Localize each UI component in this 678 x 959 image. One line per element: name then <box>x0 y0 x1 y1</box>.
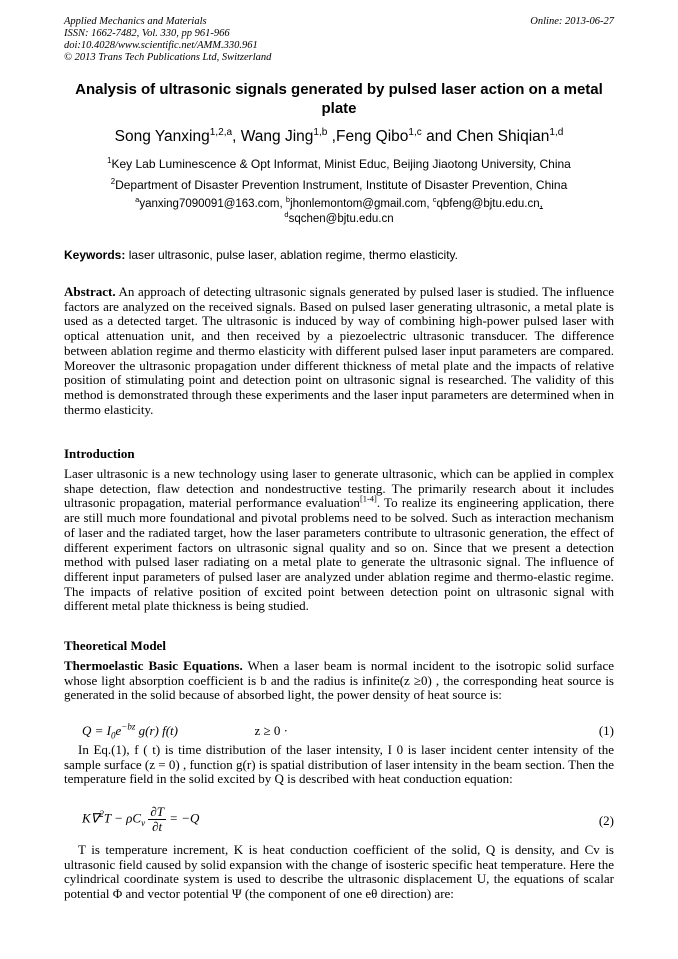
abstract <box>64 285 614 417</box>
author-sep: , <box>232 128 241 145</box>
journal-name: Applied Mechanics and Materials <box>64 16 207 27</box>
abstract-label: Abstract. <box>64 284 116 299</box>
email-c[interactable]: qbfeng@bjtu.edu.cn <box>436 198 540 210</box>
affiliation-sup: 2 <box>110 177 116 186</box>
keywords-text: laser ultrasonic, pulse laser, ablation regime, thermo elasticity. <box>128 248 458 262</box>
intro-text-a: Laser ultrasonic is a new technology using laser to generate ultrasonic, which can be applied in complex shape detection, flaw detection and nondestructive testing. The primarily research about it includes ultrasonic propagation, material performance evaluation <box>64 466 614 511</box>
keywords-label: Keywords: <box>64 248 126 262</box>
affiliation-1 <box>60 157 618 171</box>
email-block: $^a$yanxing7090091@163.com, $^b$jhonlemontom@gmail.com, $^c$qbfeng@bjtu.edu.cn, $^d$sqchen@bjtu.edu.cn <box>135 195 543 225</box>
author-list <box>60 128 618 146</box>
author-sep: , <box>327 128 336 145</box>
running-header <box>64 16 271 64</box>
author-sep: and <box>421 128 457 145</box>
theory-paragraph-1 <box>64 659 614 703</box>
theory-heading: Theoretical Model <box>64 638 166 653</box>
affiliation-text: Department of Disaster Prevention Instrument, Institute of Disaster Prevention, China <box>115 178 568 192</box>
intro-text-b: . To realize its engineering application, there are still much more foundational and pivotal problems need to be solved. Such as interaction mechanism of laser and the radiated target, how the laser parameters contribute to ultrasonic generation, the effect of different experiment factors on ultrasonic signal quality and so on. Since that we present a detection method with pulsed laser radiating on a metal plate to generate the ultrasonic signal. The influence of different input parameters of pulsed laser are analyzed under ablation regime and thermo-elastic regime. The impacts of relative position of excited point between detection point on ultrasonic signal with different metal plate thickness is being studied. <box>64 495 614 614</box>
author-name: Chen Shiqian <box>456 128 550 145</box>
author-name: Feng Qibo <box>336 128 409 145</box>
email-b[interactable]: jhonlemontom@gmail.com <box>290 198 427 210</box>
abstract-text: An approach of detecting ultrasonic signals generated by pulsed laser is studied. The influence factors are analyzed on the received signals. Based on pulsed laser generating ultrasonic, a metal plate is used as a detected target. The ultrasonic is induced by way of combining high-power pulsed laser with optical attenuation unit, and then received by a piezoelectric ultrasonic transducer. The difference between ablation regime and thermo elasticity with different pulsed laser input parameters are compared. Moreover the ultrasonic propagation under different thickness of metal plate and the impacts of relative position of stimulating point and detection point on ultrasonic signal is researched. The validity of this method is demonstrated through these experiments and the laser input parameters are determined when in thermo elasticity. <box>64 284 614 417</box>
issn-line: ISSN: 1662-7482, Vol. 330, pp 961-966 <box>64 28 230 39</box>
theory-subheading: Thermoelastic Basic Equations. <box>64 658 243 673</box>
intro-citation: [1-4] <box>359 494 377 505</box>
theory-p1-text: When a laser beam is normal incident to the isotropic solid surface whose light absorption coefficient is b and the radius is infinite(z ≥0) , the corresponding heat source is generated in the solid because of absorbed light, the power density of heat source is: <box>64 658 614 703</box>
author-sup: 1,c <box>408 126 422 138</box>
author-name: Wang Jing <box>240 128 314 145</box>
introduction-paragraph <box>64 467 614 614</box>
email-d[interactable]: sqchen@bjtu.edu.cn <box>288 213 394 225</box>
affiliation-2 <box>60 178 618 192</box>
introduction-heading: Introduction <box>64 446 135 461</box>
theory-paragraph-3: T is temperature increment, K is heat conduction coefficient of the solid, Q is density, and Cv is ultrasonic field caused by solid expansion with the change of isosteric specific heat temperature. Here the cylindrical coordinate system is used to describe the ultrasonic displacement U, the equations of scalar potential Φ and vector potential Ψ (the component of one eθ direction) are: <box>64 842 614 902</box>
author-sup: 1,d <box>549 126 564 138</box>
email-a[interactable]: yanxing7090091@163.com <box>139 198 280 210</box>
keywords <box>64 248 624 262</box>
equation-1: $Q = I_0e^{-bz}$ g(r) f(t) z ≥ 0 · <box>82 721 288 741</box>
affiliation-sup: 1 <box>107 156 112 165</box>
author-name: Song Yanxing <box>114 128 210 145</box>
equation-2: $K\nabla^2T - \rho C_v$ $\frac{\partial T}{\partial t}$ = −Q <box>82 804 200 834</box>
online-date: Online: 2013-06-27 <box>530 16 614 27</box>
author-sup: 1,b <box>313 126 328 138</box>
equation-2-number: (2) <box>598 813 614 828</box>
copyright-line: © 2013 Trans Tech Publications Ltd, Switzerland <box>64 52 272 63</box>
doi-line: doi:10.4028/www.scientific.net/AMM.330.961 <box>64 40 258 51</box>
paper-title: Analysis of ultrasonic signals generated by pulsed laser action on a metal plate <box>75 81 603 117</box>
author-sup: 1,2,a <box>209 126 233 138</box>
affiliation-text: Key Lab Luminescence & Opt Informat, Minist Educ, Beijing Jiaotong University, China <box>111 157 571 171</box>
equation-1-number: (1) <box>598 723 614 738</box>
theory-paragraph-2: In Eq.(1), f ( t) is time distribution of the laser intensity, I 0 is laser incident center intensity of the sample surface (z = 0) , function g(r) is spatial distribution of laser intensity in the beam section. Then the temperature field in the solid excited by Q is described with heat conduction equation: <box>64 742 614 787</box>
